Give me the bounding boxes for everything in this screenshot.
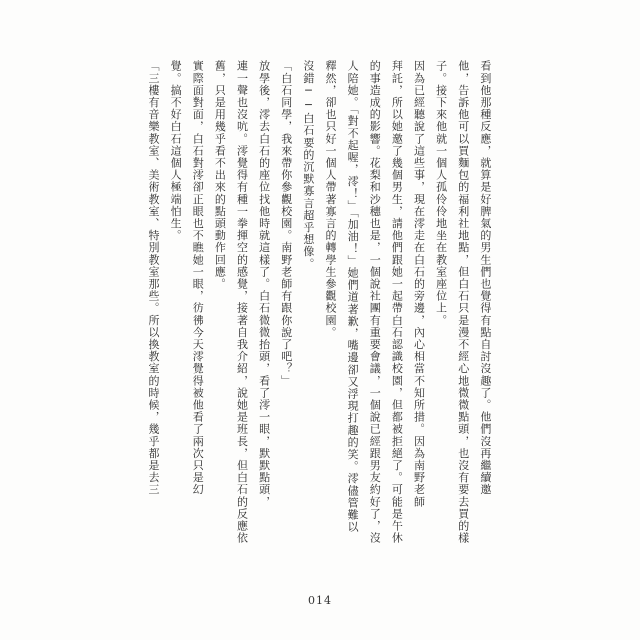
text-column: 人陪她。「對不起喔，澪！」「加油！」她們道著歉，嘴邊卻又浮現打趣的笑。澪儘管難以 — [346, 60, 360, 533]
text-column: 子。接下來他就一個人孤伶伶地坐在教室座位上。 — [434, 60, 448, 327]
text-column: 舊，只是用幾乎看不出來的點頭動作回應。 — [213, 60, 227, 290]
text-column: 連一聲也沒吭。澪覺得有種一拳揮空的感覺，接著自我介紹，說她是班長，但白石的反應依 — [235, 60, 249, 544]
text-column: 沒錯──白石要的沉默寡言超乎想像。 — [301, 60, 315, 270]
text-column: 看到他那種反應，就算是好脾氣的男生們也覺得有點自討沒趣了。他們沒再繼續邀 — [478, 60, 492, 496]
text-column: 「三樓有音樂教室、美術教室、特別教室那些。所以換教室的時候，幾乎都是去三 — [147, 60, 160, 496]
text-column: 「白石同學，我來帶你參觀校園。南野老師有跟你說了吧？」 — [279, 60, 293, 387]
text-column: 的事造成的影響。花梨和沙穗也是，一個說社團有重要會議，一個說已經跟男友約好了，沒 — [368, 60, 382, 544]
text-column: 釋然，卻也只好一個人帶著寡言的轉學生參觀校園。 — [324, 60, 337, 339]
text-column: 實際面對面，白石對澪卻正眼也不瞧她一眼，彷彿今天澪覺得被他看了兩次只是幻 — [191, 60, 205, 496]
page-number: 014 — [308, 594, 332, 607]
vertical-text-block — [147, 60, 492, 572]
text-column: 拜託，所以她邀了幾個男生，請他們跟她一起帶白石認識校園，但都被拒絕了。可能是午休 — [390, 60, 404, 544]
text-column: 他，告訴他可以買麵包的福利社地點，但白石只是漫不經心地微微點頭，也沒有要去買的樣 — [456, 60, 470, 544]
text-column: 覺。搞不好白石這個人極端怕生。 — [169, 60, 183, 242]
text-column: 因為已經聽說了這些事，現在澪走在白石的旁邊，內心相當不知所措。因為南野老師 — [412, 60, 426, 508]
text-column: 放學後，澪去白石的座位找他時就這樣了。白石微微抬頭，看了澪一眼，默默點頭， — [257, 60, 271, 508]
